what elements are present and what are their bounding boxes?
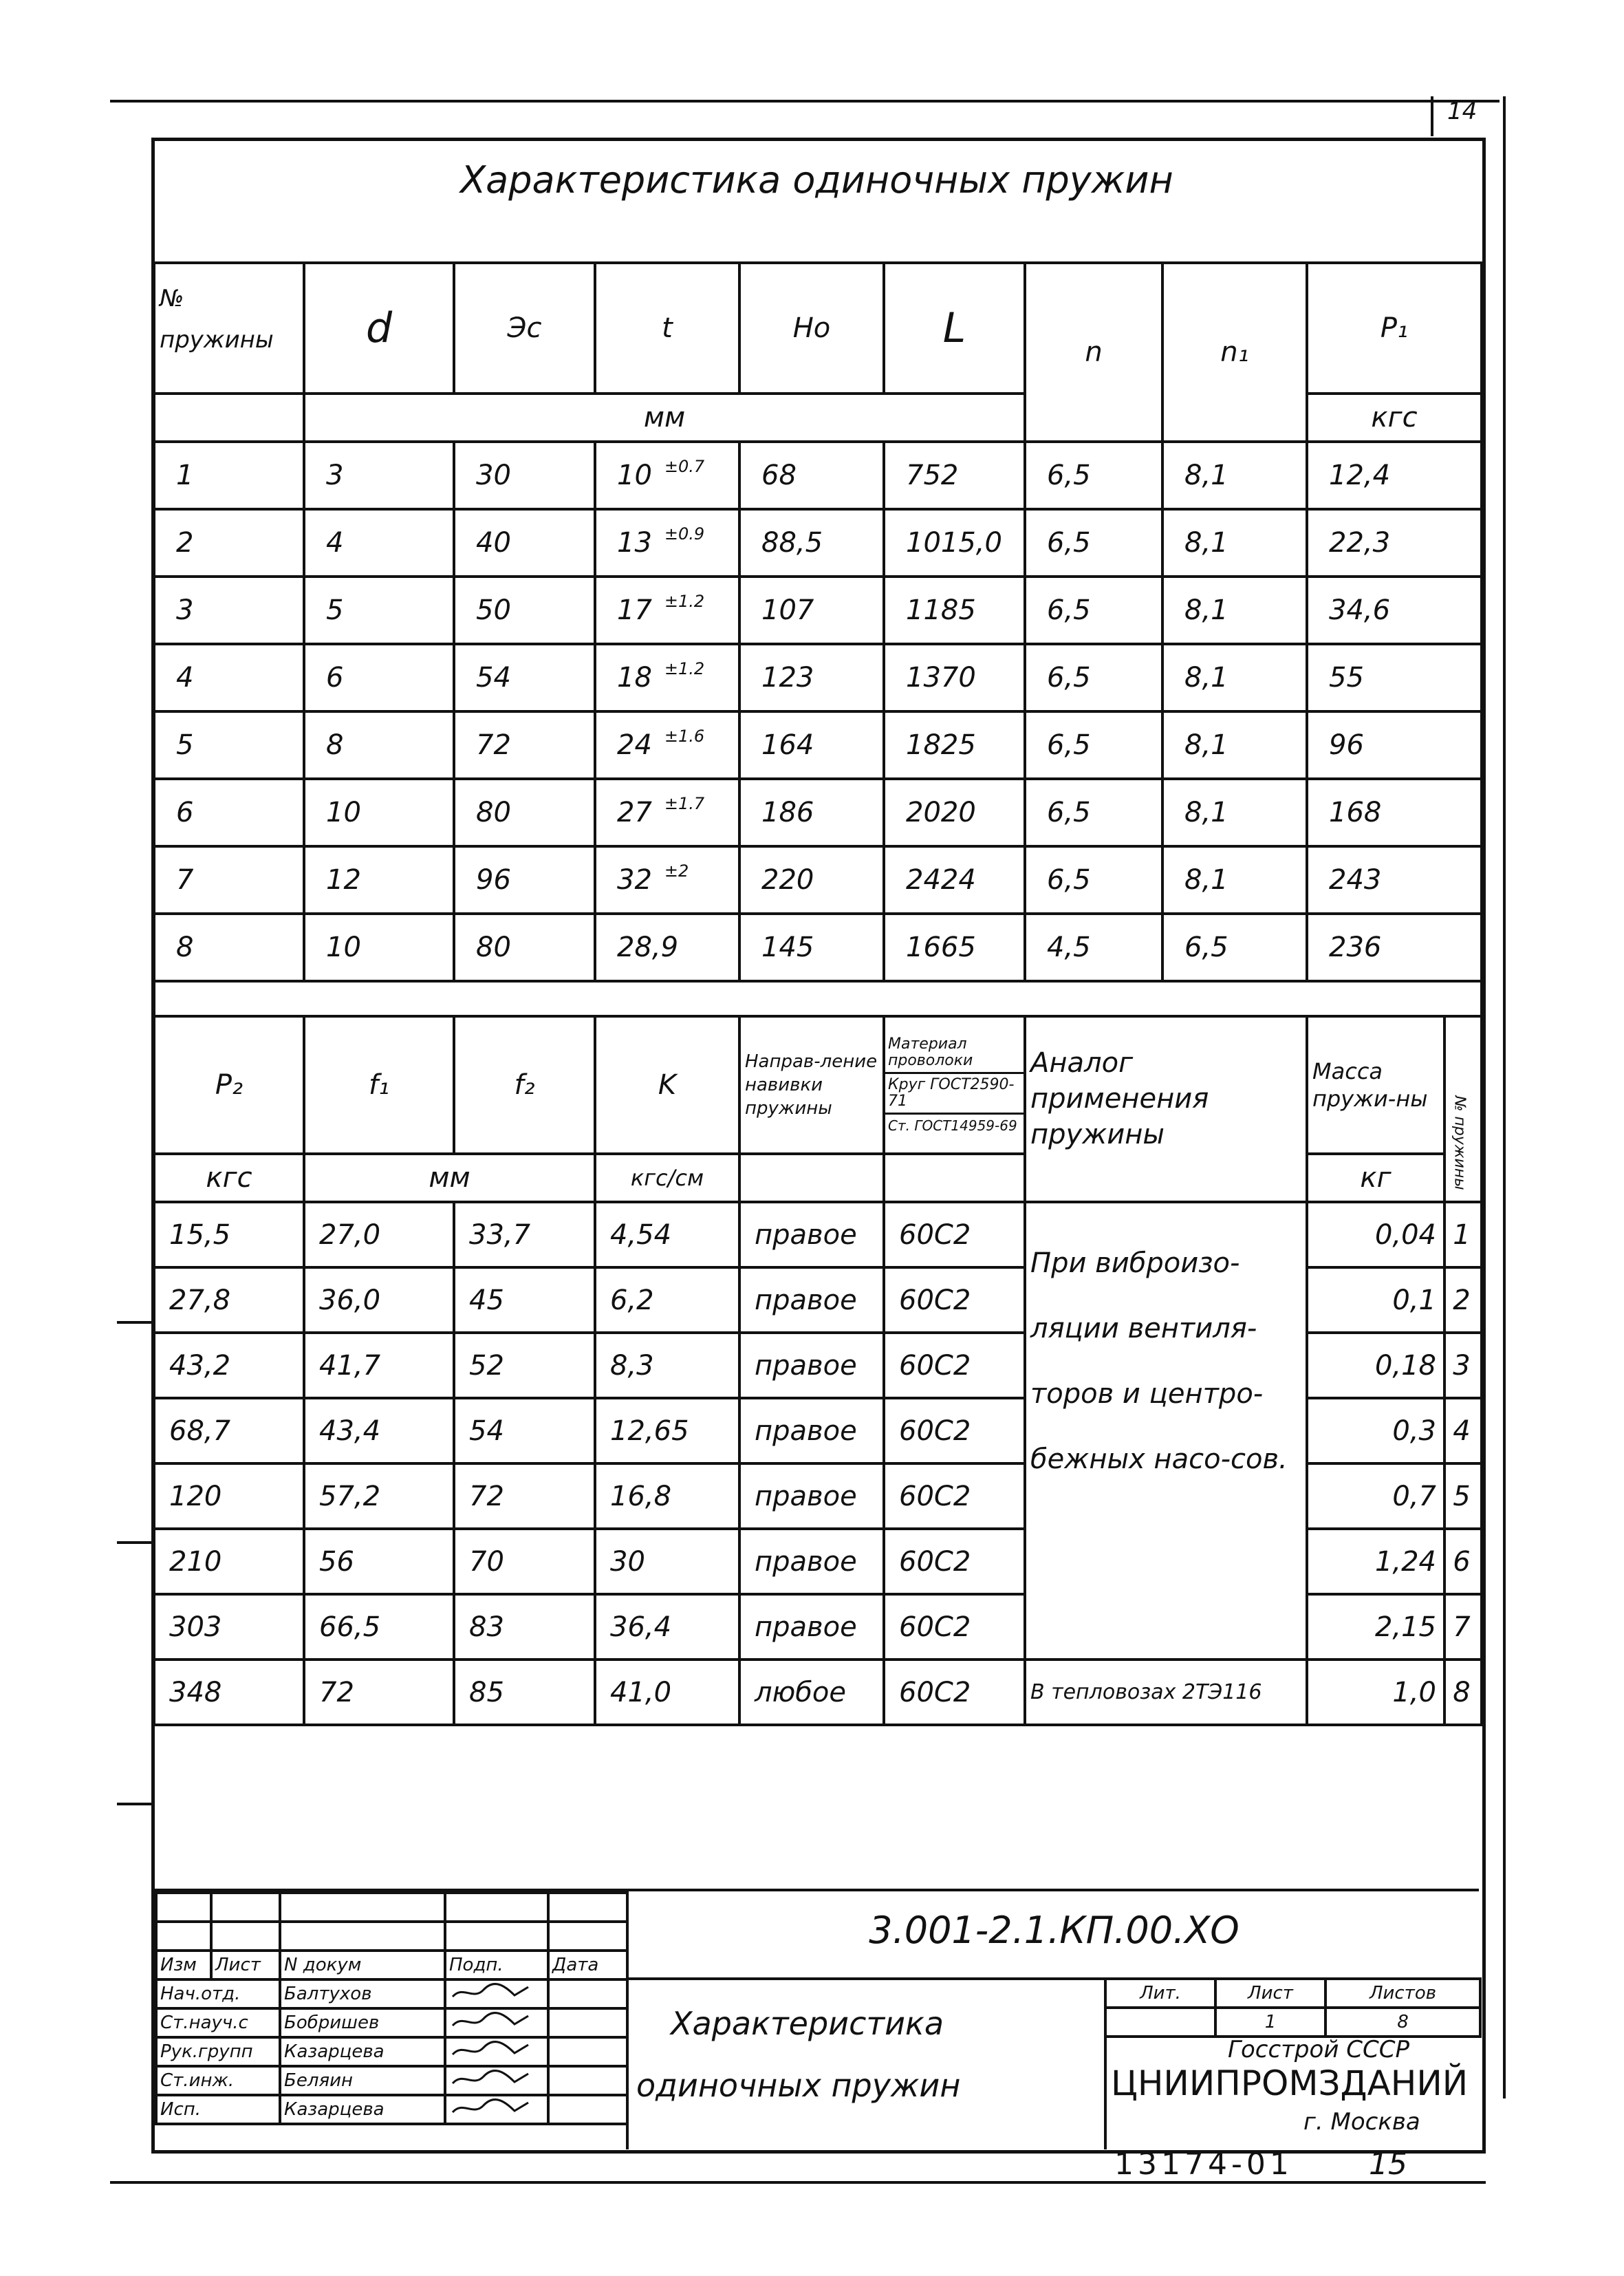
cell-n: 6,5 xyxy=(1025,711,1162,779)
cell-f2: 33,7 xyxy=(454,1202,595,1267)
spring-table-2 xyxy=(153,1015,1483,1726)
cell-f2: 83 xyxy=(454,1594,595,1660)
sheet-label: Лист xyxy=(1215,1979,1325,2008)
cell-p2: 303 xyxy=(154,1594,304,1660)
cell-p2: 27,8 xyxy=(154,1267,304,1333)
footer-page: 15 xyxy=(1369,2147,1407,2182)
signature-col-header: N докум xyxy=(280,1951,445,1979)
org-line3: г. Москва xyxy=(1303,2108,1420,2136)
cell-h0: 186 xyxy=(739,779,884,846)
signature-mark xyxy=(445,2066,548,2095)
table-row xyxy=(154,914,1482,981)
cell-t: 13 $^{\pm 0.9}$ xyxy=(595,509,739,577)
cell-direction: правое xyxy=(739,1529,884,1594)
cell-n: 6,5 xyxy=(1025,442,1162,509)
cell-direction: правое xyxy=(739,1463,884,1529)
page-title: Характеристика одиночных пружин xyxy=(460,158,1173,202)
cell-d: 12 xyxy=(304,846,454,914)
cell-num: 7 xyxy=(1444,1594,1482,1660)
signature-col-header: Дата xyxy=(548,1951,627,1979)
cell-f1: 36,0 xyxy=(304,1267,454,1333)
cell-de: 80 xyxy=(454,914,595,981)
table-row xyxy=(154,442,1482,509)
cell-mass: 0,3 xyxy=(1307,1398,1444,1463)
spring-table-1 xyxy=(153,261,1483,1064)
staff-name: Беляин xyxy=(280,2066,445,2095)
cell-t: 32 $^{\pm 2}$ xyxy=(595,846,739,914)
cell-f2: 85 xyxy=(454,1660,595,1725)
cell-de: 50 xyxy=(454,577,595,644)
cell-p1: 168 xyxy=(1307,779,1482,846)
cell-t: 17 $^{\pm 1.2}$ xyxy=(595,577,739,644)
cell-h0: 107 xyxy=(739,577,884,644)
cell-n: 4,5 xyxy=(1025,914,1162,981)
cell-f2: 72 xyxy=(454,1463,595,1529)
header-mass: Масса пружи-ны xyxy=(1307,1016,1444,1154)
cell-mass: 1,24 xyxy=(1307,1529,1444,1594)
inventory-number: 13174-01 xyxy=(1114,2147,1293,2182)
cell-n1: 8,1 xyxy=(1162,577,1307,644)
signature-col-header: Подп. xyxy=(445,1951,548,1979)
cell-h0: 68 xyxy=(739,442,884,509)
signature-mark xyxy=(445,2095,548,2124)
cell-f1: 41,7 xyxy=(304,1333,454,1398)
cell-k: 6,2 xyxy=(595,1267,739,1333)
cell-f2: 52 xyxy=(454,1333,595,1398)
cell-f1: 27,0 xyxy=(304,1202,454,1267)
cell-n1: 8,1 xyxy=(1162,442,1307,509)
cell-p1: 236 xyxy=(1307,914,1482,981)
cell-spring-no: 8 xyxy=(154,914,304,981)
cell-material: 60С2 xyxy=(884,1333,1025,1398)
sheet-number-box xyxy=(1431,96,1502,136)
cell-n: 6,5 xyxy=(1025,846,1162,914)
units-mass: кг xyxy=(1307,1154,1444,1202)
signature-row xyxy=(156,2008,627,2037)
tolerance: ±1.2 xyxy=(664,592,705,611)
cell-p2: 210 xyxy=(154,1529,304,1594)
cell-h0: 164 xyxy=(739,711,884,779)
cell-t: 10 $^{\pm 0.7}$ xyxy=(595,442,739,509)
signature-col-header: Лист xyxy=(211,1951,280,1979)
cell-p1: 22,3 xyxy=(1307,509,1482,577)
cell-mass: 1,0 xyxy=(1307,1660,1444,1725)
cell-num: 4 xyxy=(1444,1398,1482,1463)
lit-label: Лит. xyxy=(1105,1979,1215,2008)
tolerance: ±1.2 xyxy=(664,659,705,678)
cell-n: 6,5 xyxy=(1025,779,1162,846)
cell-k: 8,3 xyxy=(595,1333,739,1398)
table-row xyxy=(154,846,1482,914)
title-block xyxy=(155,1889,1479,2149)
cell-l: 1825 xyxy=(884,711,1025,779)
units-kgs: кгс xyxy=(1307,394,1482,442)
cell-h0: 220 xyxy=(739,846,884,914)
cell-material: 60С2 xyxy=(884,1463,1025,1529)
cell-d: 4 xyxy=(304,509,454,577)
cell-l: 2020 xyxy=(884,779,1025,846)
cell-f1: 57,2 xyxy=(304,1463,454,1529)
signature-row xyxy=(156,2095,627,2124)
header-f1: f₁ xyxy=(304,1016,454,1154)
cell-analog: В тепловозах 2ТЭ116 xyxy=(1025,1660,1307,1725)
cell-p2: 68,7 xyxy=(154,1398,304,1463)
cell-de: 54 xyxy=(454,644,595,711)
cell-h0: 88,5 xyxy=(739,509,884,577)
cell-n1: 8,1 xyxy=(1162,509,1307,577)
staff-name: Казарцева xyxy=(280,2037,445,2066)
table-row xyxy=(154,644,1482,711)
signature-row xyxy=(156,2066,627,2095)
cell-k: 12,65 xyxy=(595,1398,739,1463)
cell-d: 3 xyxy=(304,442,454,509)
cell-f1: 43,4 xyxy=(304,1398,454,1463)
margin-tick xyxy=(117,1541,151,1544)
cell-f1: 66,5 xyxy=(304,1594,454,1660)
cell-spring-no: 4 xyxy=(154,644,304,711)
cell-p1: 55 xyxy=(1307,644,1482,711)
signature-mark xyxy=(445,2008,548,2037)
cell-num: 1 xyxy=(1444,1202,1482,1267)
tolerance: ±2 xyxy=(664,861,689,881)
cell-de: 80 xyxy=(454,779,595,846)
cell-p2: 43,2 xyxy=(154,1333,304,1398)
cell-n1: 8,1 xyxy=(1162,711,1307,779)
cell-l: 1370 xyxy=(884,644,1025,711)
header-h0: Но xyxy=(739,263,884,394)
cell-de: 96 xyxy=(454,846,595,914)
sheet-info-table xyxy=(1104,1977,1482,2038)
header-direction: Направ-ление навивки пружины xyxy=(739,1016,884,1154)
doc-code: 3.001-2.1.КП.00.ХО xyxy=(869,1909,1239,1952)
cell-d: 5 xyxy=(304,577,454,644)
sheet-value: 1 xyxy=(1215,2008,1325,2037)
cell-mass: 0,7 xyxy=(1307,1463,1444,1529)
top-rule xyxy=(110,100,1500,103)
signature-mark xyxy=(445,1979,548,2008)
block-title-line2: одиночных пружин xyxy=(636,2067,961,2104)
header-t: t xyxy=(595,263,739,394)
cell-t: 18 $^{\pm 1.2}$ xyxy=(595,644,739,711)
cell-material: 60С2 xyxy=(884,1202,1025,1267)
cell-num: 3 xyxy=(1444,1333,1482,1398)
staff-role: Исп. xyxy=(156,2095,280,2124)
cell-de: 30 xyxy=(454,442,595,509)
cell-mass: 0,1 xyxy=(1307,1267,1444,1333)
cell-num: 2 xyxy=(1444,1267,1482,1333)
header-l: L xyxy=(884,263,1025,394)
cell-n1: 8,1 xyxy=(1162,846,1307,914)
cell-l: 752 xyxy=(884,442,1025,509)
margin-tick xyxy=(117,1803,151,1805)
cell-n1: 8,1 xyxy=(1162,779,1307,846)
cell-k: 41,0 xyxy=(595,1660,739,1725)
cell-mass: 2,15 xyxy=(1307,1594,1444,1660)
cell-spring-no: 2 xyxy=(154,509,304,577)
cell-k: 30 xyxy=(595,1529,739,1594)
table-row xyxy=(154,779,1482,846)
header-material-top: Материал проволоки xyxy=(885,1033,1024,1074)
cell-f1: 72 xyxy=(304,1660,454,1725)
margin-tick xyxy=(117,1321,151,1324)
cell-l: 2424 xyxy=(884,846,1025,914)
cell-l: 1015,0 xyxy=(884,509,1025,577)
cell-k: 4,54 xyxy=(595,1202,739,1267)
table-row xyxy=(154,509,1482,577)
cell-mass: 0,18 xyxy=(1307,1333,1444,1398)
cell-f2: 54 xyxy=(454,1398,595,1463)
table-row xyxy=(154,577,1482,644)
header-analog: Аналог применения пружины xyxy=(1025,1016,1307,1202)
cell-h0: 145 xyxy=(739,914,884,981)
signature-col-header: Изм xyxy=(156,1951,211,1979)
tolerance: ±0.9 xyxy=(664,524,705,544)
cell-de: 40 xyxy=(454,509,595,577)
cell-spring-no: 3 xyxy=(154,577,304,644)
cell-direction: любое xyxy=(739,1660,884,1725)
cell-num: 5 xyxy=(1444,1463,1482,1529)
cell-n1: 6,5 xyxy=(1162,914,1307,981)
cell-spring-no: 1 xyxy=(154,442,304,509)
sheet-number: 14 xyxy=(1447,98,1477,125)
signature-row xyxy=(156,2037,627,2066)
cell-t: 28,9 xyxy=(595,914,739,981)
units-f: мм xyxy=(304,1154,595,1202)
table-row xyxy=(154,711,1482,779)
header-material-bottom: Ст. ГОСТ14959-69 xyxy=(888,1117,1017,1134)
cell-material: 60С2 xyxy=(884,1660,1025,1725)
staff-role: Нач.отд. xyxy=(156,1979,280,2008)
cell-p2: 348 xyxy=(154,1660,304,1725)
sheets-value: 8 xyxy=(1325,2008,1480,2037)
cell-n1: 8,1 xyxy=(1162,644,1307,711)
cell-num: 8 xyxy=(1444,1660,1482,1725)
cell-p2: 15,5 xyxy=(154,1202,304,1267)
cell-material: 60С2 xyxy=(884,1267,1025,1333)
header-n: n xyxy=(1025,263,1162,442)
cell-d: 10 xyxy=(304,914,454,981)
cell-num: 6 xyxy=(1444,1529,1482,1594)
staff-name: Бобришев xyxy=(280,2008,445,2037)
cell-k: 36,4 xyxy=(595,1594,739,1660)
header-k: K xyxy=(595,1016,739,1154)
cell-mass: 0,04 xyxy=(1307,1202,1444,1267)
sheets-label: Листов xyxy=(1325,1979,1480,2008)
org-line2: ЦНИИПРОМЗДАНИЙ xyxy=(1111,2063,1469,2103)
staff-name: Казарцева xyxy=(280,2095,445,2124)
header-num: № пружины xyxy=(1444,1016,1482,1202)
cell-direction: правое xyxy=(739,1594,884,1660)
cell-analog: При виброизо-ляции вентиля-торов и центро-бежных насо-сов. xyxy=(1025,1202,1307,1660)
units-mm: мм xyxy=(304,394,1025,442)
tolerance: ±0.7 xyxy=(664,457,705,476)
cell-f1: 56 xyxy=(304,1529,454,1594)
signature-mark xyxy=(445,2037,548,2066)
units-k: кгс/см xyxy=(595,1154,739,1202)
cell-d: 6 xyxy=(304,644,454,711)
units-p2: кгс xyxy=(154,1154,304,1202)
cell-spring-no: 6 xyxy=(154,779,304,846)
header-f2: f₂ xyxy=(454,1016,595,1154)
cell-de: 72 xyxy=(454,711,595,779)
staff-role: Рук.групп xyxy=(156,2037,280,2066)
cell-f2: 45 xyxy=(454,1267,595,1333)
cell-material: 60С2 xyxy=(884,1398,1025,1463)
cell-t: 24 $^{\pm 1.6}$ xyxy=(595,711,739,779)
cell-direction: правое xyxy=(739,1202,884,1267)
block-title-line1: Характеристика xyxy=(671,2005,944,2042)
tolerance: ±1.6 xyxy=(664,727,705,746)
header-material-mid: Круг ГОСТ2590-71 xyxy=(885,1074,1024,1115)
cell-p1: 34,6 xyxy=(1307,577,1482,644)
cell-p1: 12,4 xyxy=(1307,442,1482,509)
cell-n: 6,5 xyxy=(1025,509,1162,577)
staff-role: Ст.инж. xyxy=(156,2066,280,2095)
cell-h0: 123 xyxy=(739,644,884,711)
cell-d: 10 xyxy=(304,779,454,846)
cell-t: 27 $^{\pm 1.7}$ xyxy=(595,779,739,846)
cell-n: 6,5 xyxy=(1025,577,1162,644)
tolerance: ±1.7 xyxy=(664,794,705,813)
cell-f2: 70 xyxy=(454,1529,595,1594)
cell-spring-no: 7 xyxy=(154,846,304,914)
table-row xyxy=(154,1660,1482,1725)
cell-p1: 96 xyxy=(1307,711,1482,779)
signature-row xyxy=(156,1979,627,2008)
staff-name: Балтухов xyxy=(280,1979,445,2008)
cell-spring-no: 5 xyxy=(154,711,304,779)
cell-n: 6,5 xyxy=(1025,644,1162,711)
header-spring-no: № пружины xyxy=(154,263,304,394)
signature-header-row xyxy=(156,1951,627,1979)
table-row xyxy=(154,1202,1482,1267)
header-p2: P₂ xyxy=(154,1016,304,1154)
header-de: Эс xyxy=(454,263,595,394)
cell-d: 8 xyxy=(304,711,454,779)
cell-k: 16,8 xyxy=(595,1463,739,1529)
cell-p2: 120 xyxy=(154,1463,304,1529)
cell-p1: 243 xyxy=(1307,846,1482,914)
signature-table xyxy=(155,1891,629,2125)
cell-l: 1665 xyxy=(884,914,1025,981)
cell-direction: правое xyxy=(739,1267,884,1333)
header-n1: n₁ xyxy=(1162,263,1307,442)
cell-material: 60С2 xyxy=(884,1529,1025,1594)
right-margin-line xyxy=(1503,96,1506,2098)
cell-direction: правое xyxy=(739,1333,884,1398)
cell-l: 1185 xyxy=(884,577,1025,644)
org-line1: Госстрой СССР xyxy=(1228,2036,1409,2063)
cell-direction: правое xyxy=(739,1398,884,1463)
header-material xyxy=(884,1016,1025,1154)
header-p1: P₁ xyxy=(1307,263,1482,394)
header-d: d xyxy=(304,263,454,394)
staff-role: Ст.науч.с xyxy=(156,2008,280,2037)
cell-material: 60С2 xyxy=(884,1594,1025,1660)
